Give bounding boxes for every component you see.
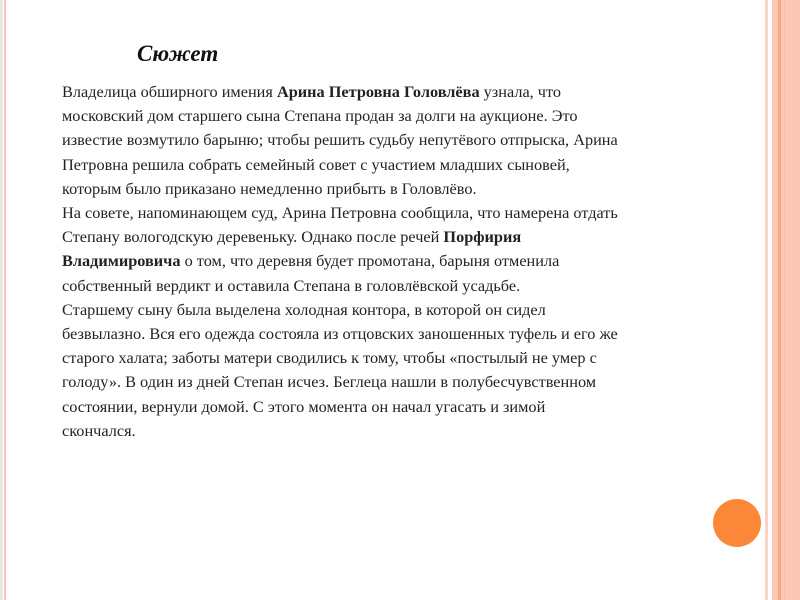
- decorative-stripe: [784, 0, 785, 600]
- decorative-stripe: [778, 0, 781, 600]
- text-line: [62, 177, 618, 201]
- text-segment: безвылазно. Вся его одежда состояла из отцовских заношенных туфель и его же: [62, 324, 618, 344]
- decorative-left-line: [4, 0, 6, 600]
- text-segment: На совете, напоминающем суд, Арина Петровна сообщила, что намерена отдать: [62, 203, 618, 223]
- text-line: [62, 104, 618, 128]
- decorative-orange-circle: [713, 499, 761, 547]
- decorative-stripe: [772, 0, 800, 600]
- text-segment: Степану вологодскую деревеньку. Однако после речей: [62, 227, 444, 247]
- text-line: [62, 80, 618, 104]
- bold-name-text: Владимировича: [62, 251, 181, 271]
- text-line: [62, 128, 618, 152]
- bold-name-text: Арина Петровна Головлёва: [276, 82, 480, 101]
- text-segment: старого халата; заботы матери сводились к тому, чтобы «постылый не умер с: [62, 348, 597, 368]
- bold-name-text: Порфирия: [443, 227, 522, 247]
- text-line: [62, 370, 618, 394]
- text-line: [62, 322, 618, 346]
- slide-body-text: [62, 80, 618, 443]
- slide-title: Сюжет: [137, 41, 219, 66]
- text-line: [62, 274, 618, 298]
- text-line: [62, 395, 618, 419]
- text-line: [62, 249, 618, 273]
- text-line: [62, 153, 618, 177]
- text-segment: известие возмутило барыню; чтобы решить судьбу непутёвого отпрыска, Арина: [62, 130, 618, 150]
- text-line: [62, 298, 618, 322]
- decorative-stripe: [765, 0, 768, 600]
- text-segment: которым было приказано немедленно прибыть в Головлёво.: [62, 178, 477, 198]
- text-segment: Старшему сыну была выделена холодная контора, в которой он сидел: [62, 299, 546, 319]
- text-segment: о том, что деревня будет промотана, барыня отменила: [180, 251, 560, 271]
- text-line: [62, 201, 618, 225]
- text-segment: скончался.: [62, 420, 136, 440]
- text-segment: московский дом старшего сына Степана продан за долги на аукционе. Это: [62, 106, 578, 126]
- text-line: [62, 419, 618, 443]
- text-segment: Владелица обширного имения: [62, 82, 277, 101]
- slide-left-edge: [0, 0, 3, 600]
- text-line: [62, 225, 618, 249]
- text-segment: голоду». В один из дней Степан исчез. Беглеца нашли в полубесчувственном: [62, 372, 597, 392]
- text-line: [62, 346, 618, 370]
- text-segment: собственный вердикт и оставила Степана в головлёвской усадьбе.: [62, 275, 521, 295]
- text-segment: состоянии, вернули домой. С этого момента он начал угасать и зимой: [62, 396, 546, 416]
- text-segment: Петровна решила собрать семейный совет с участием младших сыновей,: [62, 154, 570, 174]
- text-segment: узнала, что: [479, 82, 562, 101]
